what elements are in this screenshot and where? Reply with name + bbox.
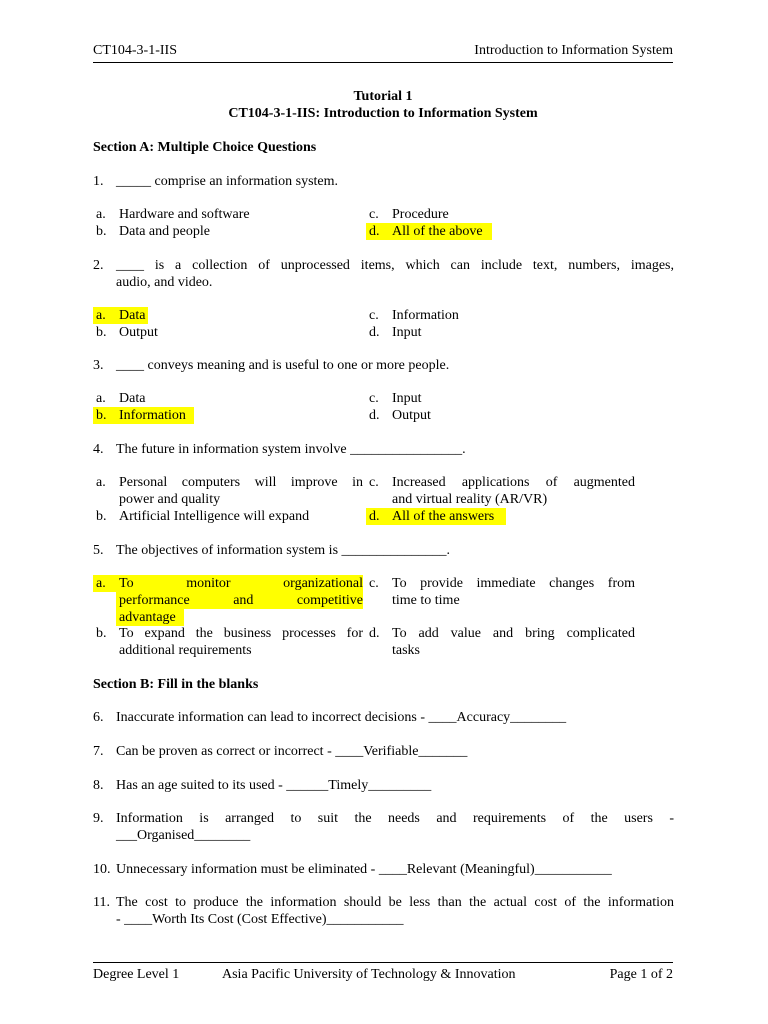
q9-number: 9. [93, 811, 104, 826]
q3-text: ____ conveys meaning and is useful to one or more people. [116, 358, 450, 373]
footer-institution: Asia Pacific University of Technology & Innovation [222, 967, 516, 982]
footer-level: Degree Level 1 [93, 967, 180, 982]
q11-text: The cost to produce the information should be less than the actual cost of the information - ____Worth Its Cost (Cost Effective)___________ [116, 895, 674, 927]
q8-number: 8. [93, 778, 104, 793]
tutorial-title: Tutorial 1 [353, 89, 413, 104]
header-course-code: CT104-3-1-IIS [93, 43, 177, 58]
header-course-title: Introduction to Information System [474, 43, 673, 58]
q2-number: 2. [93, 258, 104, 273]
footer-page-number: Page 1 of 2 [609, 967, 673, 982]
q5-number: 5. [93, 543, 104, 558]
q2-text: ____ is a collection of unprocessed items, which can include text, numbers, images, audio, and video. [116, 258, 674, 290]
section-a-heading: Section A: Multiple Choice Questions [93, 140, 317, 155]
q8-text: Has an age suited to its used - ______Timely_________ [116, 778, 432, 793]
tutorial-subtitle: CT104-3-1-IIS: Introduction to Information System [228, 106, 538, 121]
page-footer [93, 962, 673, 987]
q10-text: Unnecessary information must be eliminated - ____Relevant (Meaningful)___________ [116, 862, 612, 877]
q4-text: The future in information system involve ________________. [116, 442, 466, 457]
q6-number: 6. [93, 710, 104, 725]
q5-text: The objectives of information system is _______________. [116, 543, 451, 558]
page-header [93, 42, 673, 63]
section-b-heading: Section B: Fill in the blanks [93, 677, 259, 692]
q7-text: Can be proven as correct or incorrect - ____Verifiable_______ [116, 744, 468, 759]
q1-text: _____ comprise an information system. [116, 174, 339, 189]
q3-number: 3. [93, 358, 104, 373]
q9-text: Information is arranged to suit the needs and requirements of the users - ___Organised________ [116, 811, 674, 843]
q11-number: 11. [93, 895, 110, 910]
q6-text: Inaccurate information can lead to incorrect decisions - ____Accuracy________ [116, 710, 567, 725]
q1-number: 1. [93, 174, 104, 189]
q10-number: 10. [93, 862, 111, 877]
q7-number: 7. [93, 744, 104, 759]
q4-number: 4. [93, 442, 104, 457]
